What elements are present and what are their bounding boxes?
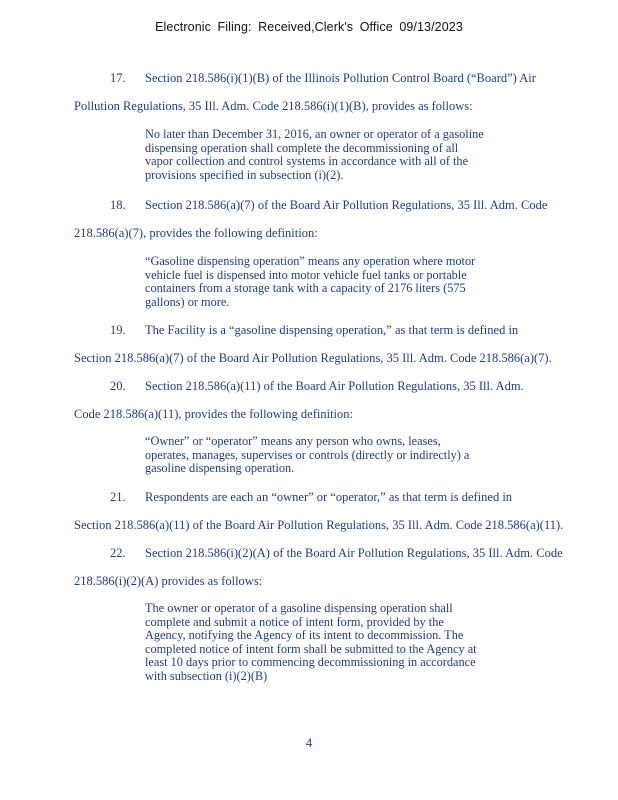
paragraph-19-line-2: Section 218.586(a)(7) of the Board Air Pollution Regulations, 35 Ill. Adm. Code 218.586(a)(7).: [74, 351, 552, 365]
paragraph-22-line-1: Section 218.586(i)(2)(A) of the Board Air Pollution Regulations, 35 Ill. Adm. Code: [145, 546, 563, 560]
quote-line: “Gasoline dispensing operation” means any operation where motor: [145, 254, 476, 268]
quote-line: vehicle fuel is dispensed into motor vehicle fuel tanks or portable: [145, 267, 467, 282]
quote-line: operates, manages, supervises or controls (directly or indirectly) a: [145, 447, 470, 462]
paragraph-20-number: 20.: [110, 379, 126, 393]
page-number: 4: [305, 736, 313, 750]
paragraph-19-number: 19.: [110, 323, 126, 337]
quote-line: Agency, notifying the Agency of its intent to decommission. The: [145, 628, 464, 643]
filing-header: Electronic Filing: Received,Clerk's Office 09/13/2023: [155, 20, 463, 34]
quote-line: containers from a storage tank with a capacity of 2176 liters (575: [145, 281, 466, 296]
paragraph-22-number: 22.: [110, 546, 126, 560]
quote-line: “Owner” or “operator” means any person who owns, leases,: [145, 434, 441, 448]
paragraph-22-line-2: 218.586(i)(2)(A) provides as follows:: [74, 574, 263, 588]
paragraph-17-line-2: Pollution Regulations, 35 Ill. Adm. Code 218.586(i)(1)(B), provides as follows:: [74, 99, 473, 113]
quote-line: least 10 days prior to commencing decommissioning in accordance: [145, 655, 476, 670]
paragraph-18-line-2: 218.586(a)(7), provides the following definition:: [74, 226, 318, 240]
paragraph-18-number: 18.: [110, 198, 126, 212]
quote-line: No later than December 31, 2016, an owner or operator of a gasoline: [145, 127, 484, 141]
quote-line: with subsection (i)(2)(B): [145, 668, 268, 683]
quote-line: The owner or operator of a gasoline dispensing operation shall: [145, 601, 453, 615]
quote-line: vapor collection and control systems in accordance with all of the: [145, 154, 469, 169]
paragraph-18-line-1: Section 218.586(a)(7) of the Board Air Pollution Regulations, 35 Ill. Adm. Code: [145, 198, 548, 212]
paragraph-17-line-1: Section 218.586(i)(1)(B) of the Illinois Pollution Control Board (“Board”) Air: [145, 71, 536, 85]
quote-line: provisions specified in subsection (i)(2).: [145, 167, 344, 182]
quote-line: gallons) or more.: [145, 294, 230, 309]
quote-line: complete and submit a notice of intent form, provided by the: [145, 614, 444, 629]
paragraph-19-line-1: The Facility is a “gasoline dispensing operation,” as that term is defined in: [145, 323, 519, 337]
paragraph-17-number: 17.: [110, 71, 126, 85]
paragraph-21-line-2: Section 218.586(a)(11) of the Board Air Pollution Regulations, 35 Ill. Adm. Code 218.586(a)(11).: [74, 518, 564, 532]
paragraph-20-line-2: Code 218.586(a)(11), provides the following definition:: [74, 407, 353, 421]
quote-block-2: [145, 255, 515, 309]
quote-line: dispensing operation shall complete the decommissioning of all: [145, 140, 459, 155]
paragraph-21-number: 21.: [110, 490, 126, 504]
quote-block-4: [145, 602, 515, 684]
paragraph-20-line-1: Section 218.586(a)(11) of the Board Air Pollution Regulations, 35 Ill. Adm.: [145, 379, 524, 393]
paragraph-21-line-1: Respondents are each an “owner” or “operator,” as that term is defined in: [145, 490, 513, 504]
quote-line: gasoline dispensing operation.: [145, 461, 295, 476]
quote-block-3: [145, 435, 515, 476]
quote-line: completed notice of intent form shall be submitted to the Agency at: [145, 641, 477, 656]
quote-block-1: [145, 128, 515, 182]
